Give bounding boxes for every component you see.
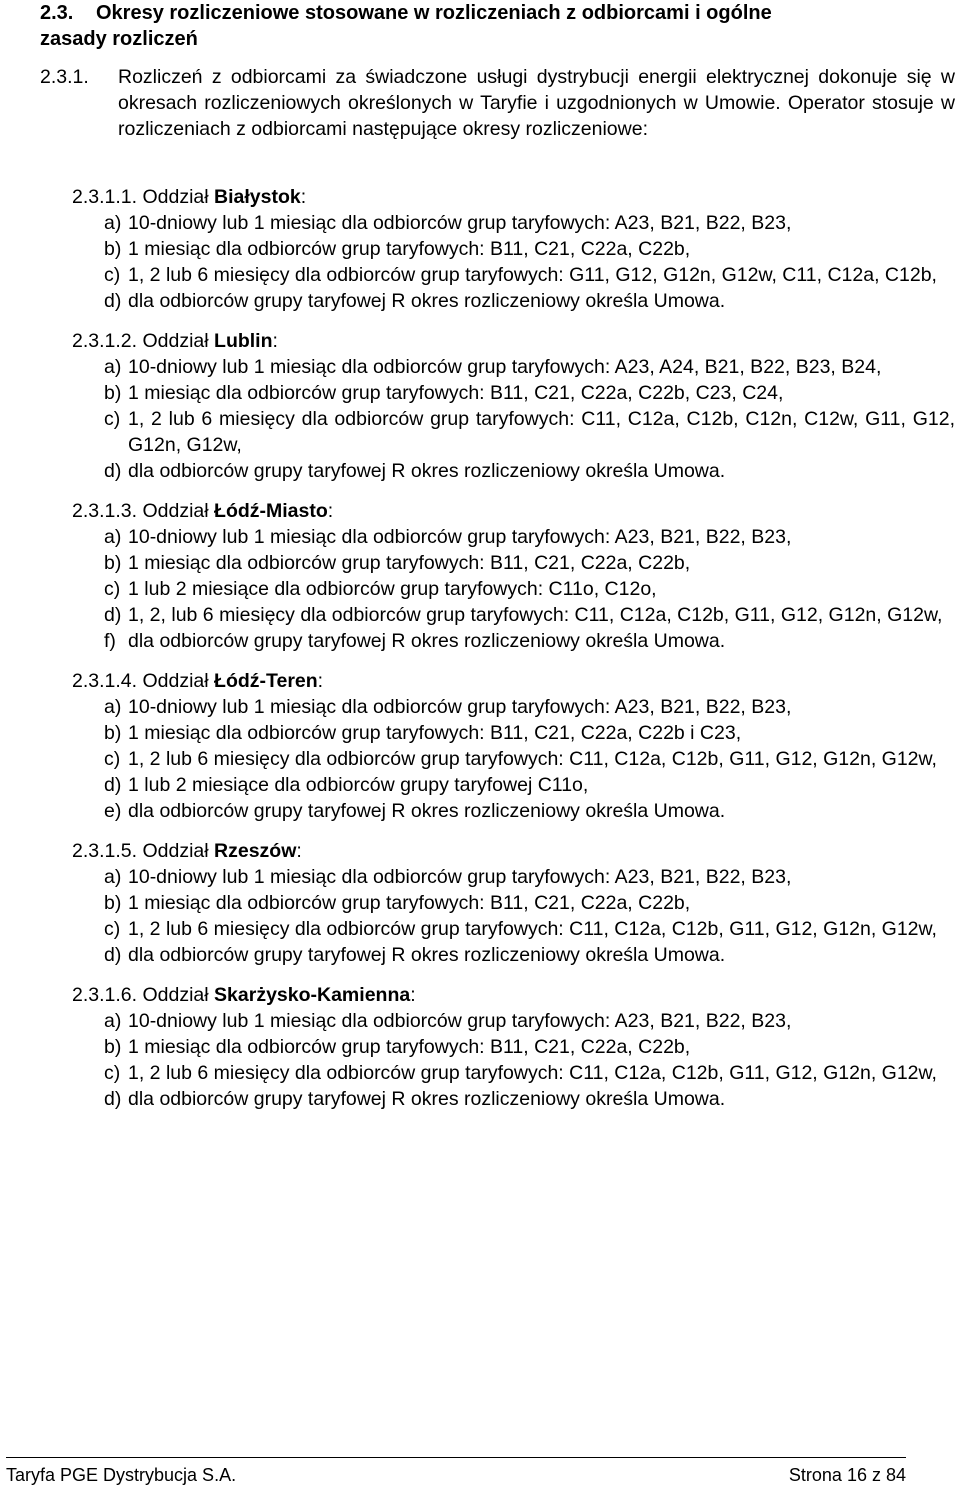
footer-page-number: Strona 16 z 84 (788, 1465, 906, 1485)
item-text: 10-dniowy lub 1 miesiąc dla odbiorców grup taryfowych: A23, B21, B22, B23, (128, 212, 792, 234)
item-text: 10-dniowy lub 1 miesiąc dla odbiorców grup taryfowych: A23, B21, B22, B23, (128, 526, 792, 548)
branch-name: Skarżysko-Kamienna (214, 984, 411, 1006)
heading-title-line1: Okresy rozliczeniowe stosowane w rozliczeniach z odbiorcami i ogólne (96, 2, 772, 24)
item-label: a) (104, 212, 122, 234)
item-list (72, 354, 955, 484)
paragraph-text: Rozliczeń z odbiorcami za świadczone usługi dystrybucji energii elektrycznej dokonuje się w okresach rozliczeniowych określonych w Taryfie i uzgodnionych w Umowie. Operator stosuje w rozliczeniach z odbiorcami następujące okresy rozliczeniowe: (118, 66, 955, 140)
item-label: c) (104, 918, 121, 940)
list-item (104, 576, 955, 602)
branch-section (72, 668, 955, 824)
item-text: 1 miesiąc dla odbiorców grup taryfowych: B11, C21, C22a, C22b i C23, (128, 722, 742, 744)
item-label: d) (104, 944, 122, 966)
item-text: dla odbiorców grupy taryfowej R okres rozliczeniowy określa Umowa. (128, 800, 726, 822)
list-item (104, 524, 955, 550)
item-text: 1 miesiąc dla odbiorców grup taryfowych: B11, C21, C22a, C22b, (128, 1036, 691, 1058)
list-item (104, 406, 955, 458)
item-text: dla odbiorców grupy taryfowej R okres rozliczeniowy określa Umowa. (128, 290, 726, 312)
section-number: 2.3.1.2. (72, 330, 138, 352)
section-prefix: Oddział (142, 670, 209, 692)
item-label: a) (104, 526, 122, 548)
list-item (104, 798, 955, 824)
page-footer (6, 1457, 906, 1485)
list-item (104, 262, 955, 288)
list-item (104, 942, 955, 968)
item-label: d) (104, 1088, 122, 1110)
section-prefix: Oddział (142, 984, 209, 1006)
section-colon: : (300, 186, 307, 208)
item-label: d) (104, 774, 122, 796)
intro-paragraph (40, 64, 955, 142)
item-label: c) (104, 408, 121, 430)
list-item (104, 380, 955, 406)
item-text: 1, 2 lub 6 miesięcy dla odbiorców grup taryfowych: C11, C12a, C12b, G11, G12, G12n, G12w, (128, 918, 937, 940)
branch-name: Białystok (214, 186, 301, 208)
item-text: dla odbiorców grupy taryfowej R okres rozliczeniowy określa Umowa. (128, 944, 726, 966)
item-label: c) (104, 748, 121, 770)
branch-name: Łódź-Teren (214, 670, 318, 692)
list-item (104, 1060, 955, 1086)
item-label: d) (104, 460, 122, 482)
list-item (104, 1086, 955, 1112)
list-item (104, 550, 955, 576)
item-text: 1 lub 2 miesiące dla odbiorców grupy taryfowej C11o, (128, 774, 589, 796)
branch-section (72, 838, 955, 968)
branch-section (72, 328, 955, 484)
list-item (104, 694, 955, 720)
item-label: c) (104, 264, 121, 286)
item-text: dla odbiorców grupy taryfowej R okres rozliczeniowy określa Umowa. (128, 460, 726, 482)
paragraph-number: 2.3.1. (40, 66, 89, 88)
list-item (104, 772, 955, 798)
item-list (72, 210, 955, 314)
item-label: a) (104, 696, 122, 718)
item-label: b) (104, 1036, 122, 1058)
item-label: a) (104, 866, 122, 888)
branch-section-title (72, 498, 955, 524)
branch-section (72, 498, 955, 654)
section-prefix: Oddział (142, 330, 209, 352)
section-number: 2.3.1.4. (72, 670, 138, 692)
branch-section (72, 982, 955, 1112)
item-label: c) (104, 1062, 121, 1084)
branch-section-title (72, 328, 955, 354)
section-colon: : (317, 670, 324, 692)
item-text: 10-dniowy lub 1 miesiąc dla odbiorców grup taryfowych: A23, B21, B22, B23, (128, 866, 792, 888)
branch-sections (72, 184, 955, 1126)
section-number: 2.3.1.5. (72, 840, 138, 862)
item-label: f) (104, 630, 116, 652)
section-number: 2.3.1.6. (72, 984, 138, 1006)
item-list (72, 1008, 955, 1112)
list-item (104, 890, 955, 916)
item-text: 1, 2, lub 6 miesięcy dla odbiorców grup taryfowych: C11, C12a, C12b, G11, G12, G12n, G12w, (128, 604, 943, 626)
item-text: 1 miesiąc dla odbiorców grup taryfowych: B11, C21, C22a, C22b, (128, 892, 691, 914)
branch-section-title (72, 184, 955, 210)
item-text: dla odbiorców grupy taryfowej R okres rozliczeniowy określa Umowa. (128, 630, 726, 652)
list-item (104, 354, 955, 380)
item-label: d) (104, 604, 122, 626)
item-text: 1, 2 lub 6 miesięcy dla odbiorców grup taryfowych: G11, G12, G12n, G12w, C11, C12a, C12b, (128, 264, 937, 286)
section-number: 2.3.1.1. (72, 186, 138, 208)
item-text: 10-dniowy lub 1 miesiąc dla odbiorców grup taryfowych: A23, A24, B21, B22, B23, B24, (128, 356, 882, 378)
item-text: 1 lub 2 miesiące dla odbiorców grup taryfowych: C11o, C12o, (128, 578, 657, 600)
list-item (104, 916, 955, 942)
item-text: 10-dniowy lub 1 miesiąc dla odbiorców grup taryfowych: A23, B21, B22, B23, (128, 696, 792, 718)
section-prefix: Oddział (142, 840, 209, 862)
branch-name: Łódź-Miasto (214, 500, 328, 522)
item-label: a) (104, 1010, 122, 1032)
heading-title-line2: zasady rozliczeń (40, 28, 198, 50)
item-label: e) (104, 800, 122, 822)
item-text: 1, 2 lub 6 miesięcy dla odbiorców grup taryfowych: C11, C12a, C12b, G11, G12, G12n, G12w, (128, 1062, 937, 1084)
item-text: 1 miesiąc dla odbiorców grup taryfowych: B11, C21, C22a, C22b, (128, 238, 691, 260)
list-item (104, 288, 955, 314)
item-label: b) (104, 552, 122, 574)
branch-section-title (72, 668, 955, 694)
item-label: b) (104, 722, 122, 744)
list-item (104, 1008, 955, 1034)
item-label: b) (104, 238, 122, 260)
branch-section-title (72, 838, 955, 864)
section-colon: : (327, 500, 334, 522)
section-colon: : (272, 330, 278, 352)
item-list (72, 864, 955, 968)
list-item (104, 746, 955, 772)
branch-name: Lublin (214, 330, 273, 352)
item-text: 10-dniowy lub 1 miesiąc dla odbiorców grup taryfowych: A23, B21, B22, B23, (128, 1010, 792, 1032)
section-prefix: Oddział (142, 500, 209, 522)
list-item (104, 236, 955, 262)
list-item (104, 602, 955, 628)
branch-section-title (72, 982, 955, 1008)
section-colon: : (410, 984, 416, 1006)
heading-number: 2.3. (40, 2, 74, 24)
footer-document-title: Taryfa PGE Dystrybucja S.A. (6, 1465, 237, 1485)
item-text: 1, 2 lub 6 miesięcy dla odbiorców grup taryfowych: C11, C12a, C12b, C12n, C12w, G11, G12, G12n, G12w, (128, 408, 955, 456)
item-label: b) (104, 892, 122, 914)
list-item (104, 1034, 955, 1060)
list-item (104, 720, 955, 746)
section-prefix: Oddział (142, 186, 209, 208)
list-item (104, 864, 955, 890)
branch-name: Rzeszów (214, 840, 297, 862)
list-item (104, 458, 955, 484)
item-list (72, 524, 955, 654)
item-text: dla odbiorców grupy taryfowej R okres rozliczeniowy określa Umowa. (128, 1088, 726, 1110)
item-label: a) (104, 356, 122, 378)
item-text: 1 miesiąc dla odbiorców grup taryfowych: B11, C21, C22a, C22b, (128, 552, 691, 574)
section-heading (40, 0, 960, 52)
section-number: 2.3.1.3. (72, 500, 138, 522)
item-label: b) (104, 382, 122, 404)
item-text: 1 miesiąc dla odbiorców grup taryfowych: B11, C21, C22a, C22b, C23, C24, (128, 382, 784, 404)
section-colon: : (296, 840, 302, 862)
item-text: 1, 2 lub 6 miesięcy dla odbiorców grup taryfowych: C11, C12a, C12b, G11, G12, G12n, G12w, (128, 748, 937, 770)
list-item (104, 628, 955, 654)
item-label: d) (104, 290, 122, 312)
branch-section (72, 184, 955, 314)
item-list (72, 694, 955, 824)
list-item (104, 210, 955, 236)
item-label: c) (104, 578, 121, 600)
